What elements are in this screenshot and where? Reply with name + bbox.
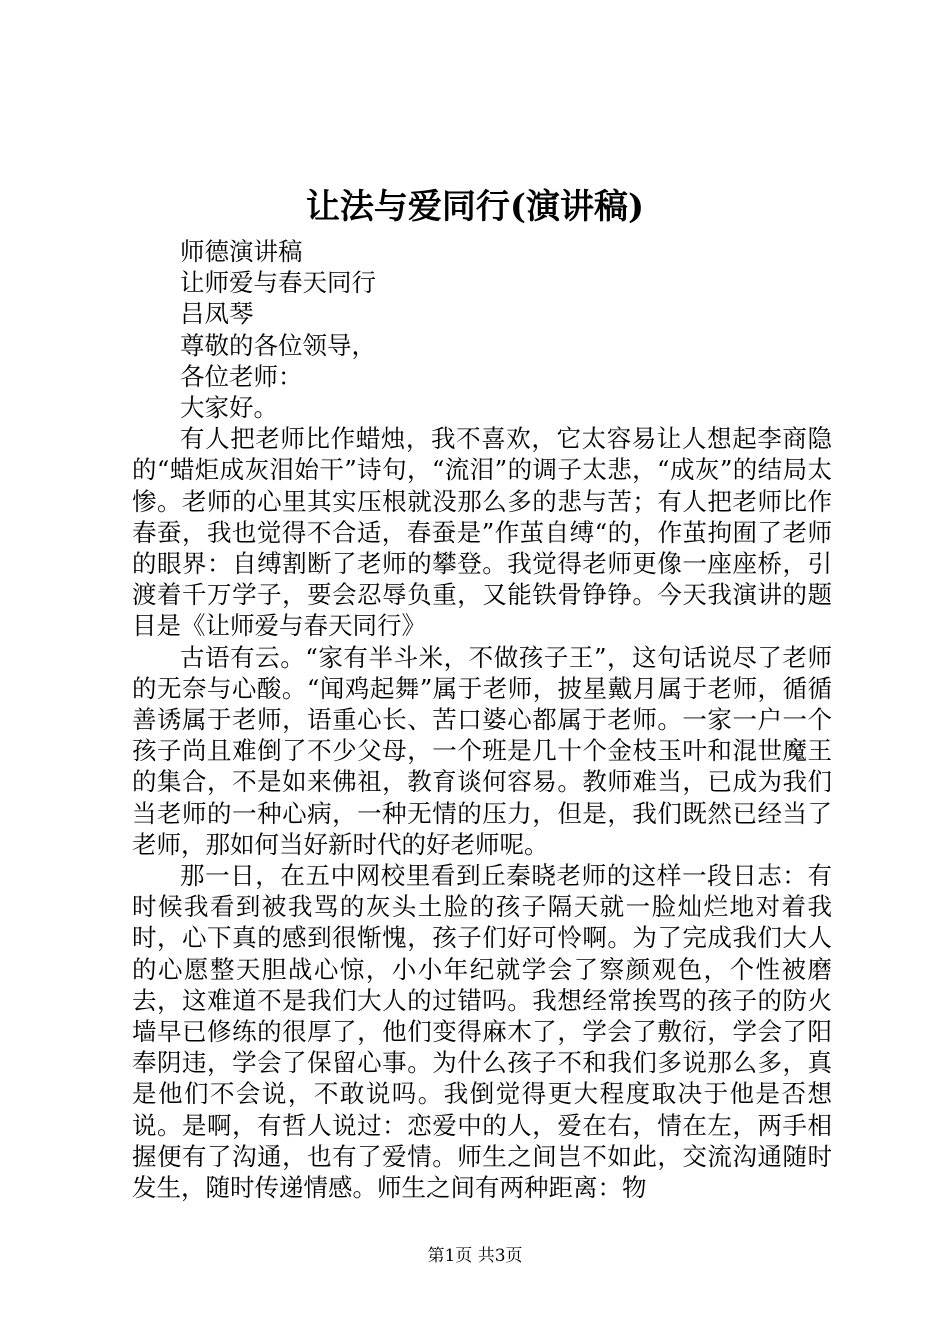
header-line: 尊敬的各位领导，	[180, 330, 376, 360]
document-body	[132, 236, 832, 1203]
header-line: 师德演讲稿	[180, 237, 303, 266]
header-line: 吕凤琴	[180, 299, 254, 329]
page-number: 第1页 共3页	[427, 1246, 523, 1266]
header-line: 大家好。	[180, 393, 278, 423]
body-paragraph: 有人把老师比作蜡烛，我不喜欢，它太容易让人想起李商隐的“蜡炬成灰泪始干”诗句，“流泪”的调子太悲，“成灰”的结局太惨。老师的心里其实压根就没那么多的悲与苦；有人把老师比作春蚕，我也觉得不合适，春蚕是”作茧自缚“的，作茧拘囿了老师的眼界：自缚割断了老师的攀登。我觉得老师更像一座座桥，引渡着千万学子，要会忍辱负重，又能铁骨铮铮。今天我演讲的题目是《让师爱与春天同行》	[132, 424, 832, 641]
body-paragraph: 那一日，在五中网校里看到丘秦晓老师的这样一段日志：有时候我看到被我骂的灰头土脸的孩子隔天就一脸灿烂地对着我时，心下真的感到很惭愧，孩子们好可怜啊。为了完成我们大人的心愿整天胆战心惊，小小年纪就学会了察颜观色，个性被磨去，这难道不是我们大人的过错吗。我想经常挨骂的孩子的防火墙早已修练的很厚了，他们变得麻木了，学会了敷衍，学会了阳奉阴违，学会了保留心事。为什么孩子不和我们多说那么多，真是他们不会说，不敢说吗。我倒觉得更大程度取决于他是否想说。是啊，有哲人说过：恋爱中的人，爱在右，情在左，两手相握便有了沟通，也有了爱情。师生之间岂不如此，交流沟通随时发生，随时传递情感。师生之间有两种距离：物	[132, 861, 832, 1203]
body-paragraph: 古语有云。“家有半斗米，不做孩子王”，这句话说尽了老师的无奈与心酸。“闻鸡起舞”属于老师，披星戴月属于老师，循循善诱属于老师，语重心长、苦口婆心都属于老师。一家一户一个孩子尚且难倒了不少父母，一个班是几十个金枝玉叶和混世魔王的集合，不是如来佛祖，教育谈何容易。教师难当，已成为我们当老师的一种心病，一种无情的压力，但是，我们既然已经当了老师，那如何当好新时代的好老师呢。	[132, 642, 832, 859]
header-line: 各位老师：	[180, 361, 303, 391]
document-title: 让法与爱同行(演讲稿)	[305, 187, 645, 227]
header-line: 让师爱与春天同行	[180, 268, 376, 298]
